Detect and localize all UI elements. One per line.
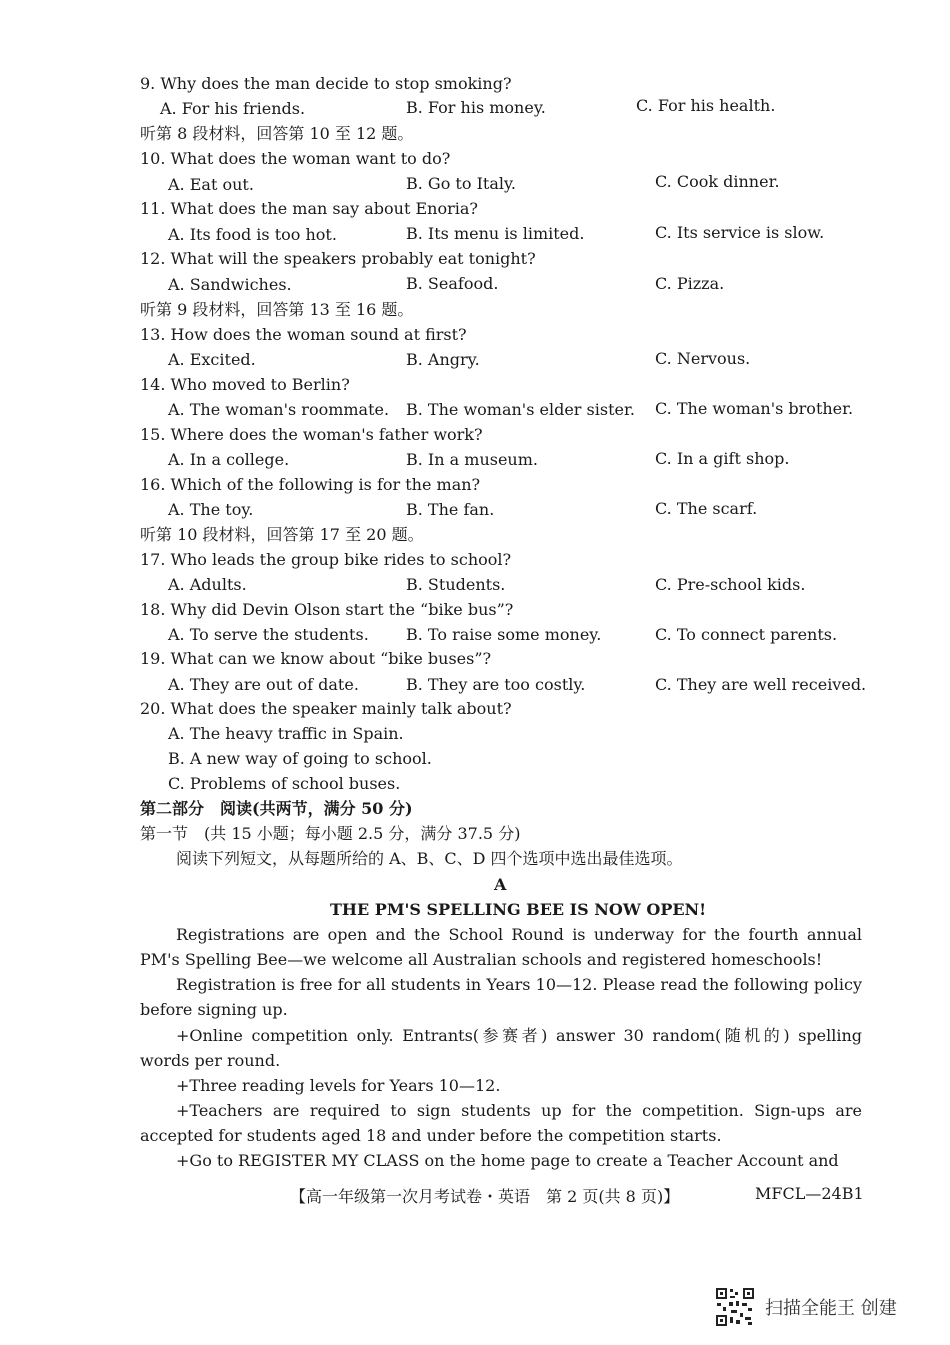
option-a: A. The toy.	[168, 500, 254, 519]
option-a: A. Adults.	[168, 575, 247, 594]
paragraph: +Go to REGISTER MY CLASS on the home page to create a Teacher Account and	[176, 1151, 839, 1170]
option-c: C. Pizza.	[655, 274, 725, 293]
option-c: C. The scarf.	[655, 499, 758, 518]
question-17: 17. Who leads the group bike rides to school?	[140, 550, 512, 569]
question-15: 15. Where does the woman's father work?	[140, 425, 483, 444]
option-b: B. For his money.	[406, 98, 546, 117]
exam-code: MFCL—24B1	[755, 1184, 864, 1203]
option-c: C. Its service is slow.	[655, 223, 825, 242]
option-b: B. To raise some money.	[406, 625, 602, 644]
option-a: A. Eat out.	[168, 175, 254, 194]
part-heading: 第二部分 阅读(共两节，满分 50 分)	[140, 799, 413, 818]
question-20: 20. What does the speaker mainly talk about?	[140, 699, 512, 718]
option-b: B. They are too costly.	[406, 675, 586, 694]
question-16: 16. Which of the following is for the man?	[140, 475, 481, 494]
paragraph: Registrations are open and the School Round is underway for the fourth annual PM's Spelling Bee—we welcome all Australian schools and registered homeschools!	[140, 925, 862, 969]
option-c: C. Pre-school kids.	[655, 575, 806, 594]
option-b: B. In a museum.	[406, 450, 538, 469]
qr-code-icon	[715, 1287, 755, 1327]
passage-title: THE PM'S SPELLING BEE IS NOW OPEN!	[330, 900, 707, 919]
section-heading: 听第 10 段材料，回答第 17 至 20 题。	[140, 525, 424, 544]
option-b: B. Students.	[406, 575, 506, 594]
option-a: A. Sandwiches.	[168, 275, 292, 294]
question-12: 12. What will the speakers probably eat tonight?	[140, 249, 536, 268]
question-14: 14. Who moved to Berlin?	[140, 375, 350, 394]
question-18: 18. Why did Devin Olson start the “bike bus”?	[140, 600, 514, 619]
option-c: C. Problems of school buses.	[168, 774, 401, 793]
scanner-watermark: 扫描全能王 创建	[765, 1298, 897, 1319]
option-b: B. The fan.	[406, 500, 495, 519]
option-c: C. To connect parents.	[655, 625, 838, 644]
option-a: A. Excited.	[168, 350, 256, 369]
option-c: C. In a gift shop.	[655, 449, 790, 468]
option-c: C. They are well received.	[655, 675, 867, 694]
option-a: A. For his friends.	[160, 99, 306, 118]
page-footer: 【高一年级第一次月考试卷・英语 第 2 页(共 8 页)】	[290, 1187, 680, 1206]
section-heading: 听第 9 段材料，回答第 13 至 16 题。	[140, 300, 414, 319]
option-b: B. Angry.	[406, 350, 480, 369]
option-c: C. For his health.	[636, 96, 776, 115]
option-a: A. The heavy traffic in Spain.	[168, 724, 404, 743]
option-b: B. The woman's elder sister.	[406, 400, 635, 419]
option-a: A. To serve the students.	[168, 625, 369, 644]
question-10: 10. What does the woman want to do?	[140, 149, 451, 168]
option-b: B. Its menu is limited.	[406, 224, 585, 243]
section-heading: 听第 8 段材料，回答第 10 至 12 题。	[140, 124, 414, 143]
instruction: 阅读下列短文，从每题所给的 A、B、C、D 四个选项中选出最佳选项。	[176, 849, 683, 868]
option-c: C. The woman's brother.	[655, 399, 854, 418]
option-b: B. Go to Italy.	[406, 174, 516, 193]
question-13: 13. How does the woman sound at first?	[140, 325, 467, 344]
paragraph: +Teachers are required to sign students up for the competition. Sign-ups are accepted for students aged 18 and under before the competition starts.	[140, 1101, 862, 1145]
passage-letter: A	[494, 875, 507, 894]
question-11: 11. What does the man say about Enoria?	[140, 199, 478, 218]
option-c: C. Nervous.	[655, 349, 751, 368]
option-b: B. A new way of going to school.	[168, 749, 432, 768]
question-9: 9. Why does the man decide to stop smoking?	[140, 74, 512, 93]
section-heading: 第一节 (共 15 小题；每小题 2.5 分，满分 37.5 分)	[140, 824, 521, 843]
option-c: C. Cook dinner.	[655, 172, 780, 191]
question-19: 19. What can we know about “bike buses”?	[140, 649, 492, 668]
paragraph: +Online competition only. Entrants(参赛者) answer 30 random(随机的) spelling words per round.	[140, 1026, 862, 1070]
option-a: A. Its food is too hot.	[168, 225, 337, 244]
option-a: A. In a college.	[168, 450, 290, 469]
option-a: A. The woman's roommate.	[168, 400, 390, 419]
paragraph: Registration is free for all students in Years 10—12. Please read the following policy before signing up.	[140, 975, 862, 1019]
option-b: B. Seafood.	[406, 274, 499, 293]
option-a: A. They are out of date.	[168, 675, 359, 694]
paragraph: +Three reading levels for Years 10—12.	[176, 1076, 501, 1095]
